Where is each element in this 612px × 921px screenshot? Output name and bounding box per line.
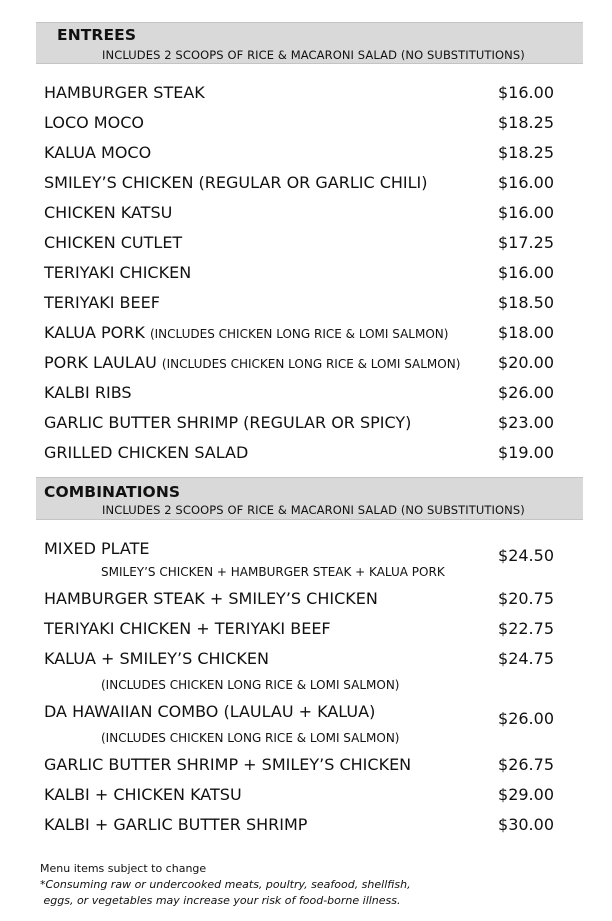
combo-row xyxy=(44,751,554,779)
item-name: TERIYAKI BEEF xyxy=(44,293,160,312)
item-name: KALBI + CHICKEN KATSU xyxy=(44,785,242,804)
item-name: KALUA MOCO xyxy=(44,143,152,162)
item-name-text: PORK LAULAU xyxy=(44,353,162,372)
entree-row xyxy=(44,439,554,467)
item-price: $20.75 xyxy=(498,589,554,608)
item-price: $26.75 xyxy=(498,755,554,774)
item-name: KALBI RIBS xyxy=(44,383,132,402)
entree-row xyxy=(44,379,554,407)
item-price: $18.25 xyxy=(498,113,554,132)
combinations-header xyxy=(36,477,583,520)
combinations-title: COMBINATIONS xyxy=(44,483,181,501)
entree-row xyxy=(44,199,554,227)
entrees-title: ENTREES xyxy=(57,26,137,44)
item-name: SMILEY’S CHICKEN (REGULAR OR GARLIC CHILI) xyxy=(44,173,428,192)
item-detail: (INCLUDES CHICKEN LONG RICE & LOMI SALMON) xyxy=(101,731,400,745)
item-name: MIXED PLATE xyxy=(44,539,150,558)
item-detail: SMILEY’S CHICKEN + HAMBURGER STEAK + KALUA PORK xyxy=(101,565,445,579)
item-price: $18.50 xyxy=(498,293,554,312)
item-price: $16.00 xyxy=(498,173,554,192)
item-price: $18.00 xyxy=(498,323,554,342)
item-name: HAMBURGER STEAK + SMILEY’S CHICKEN xyxy=(44,589,378,608)
item-price: $26.00 xyxy=(498,383,554,402)
entrees-header xyxy=(36,22,583,64)
item-price: $26.00 xyxy=(498,709,554,728)
combo-row-kalua xyxy=(44,645,554,673)
combo-row xyxy=(44,585,554,613)
entree-row xyxy=(44,79,554,107)
item-price: $19.00 xyxy=(498,443,554,462)
item-detail: (INCLUDES CHICKEN LONG RICE & LOMI SALMON) xyxy=(101,678,400,692)
combinations-subtitle: INCLUDES 2 SCOOPS OF RICE & MACARONI SALAD (NO SUBSTITUTIONS) xyxy=(102,503,525,517)
item-price: $24.50 xyxy=(498,546,554,565)
item-price: $30.00 xyxy=(498,815,554,834)
footer-warning-line-2: eggs, or vegetables may increase your risk of food-borne illness. xyxy=(40,894,401,907)
entree-row xyxy=(44,349,554,377)
item-price: $20.00 xyxy=(498,353,554,372)
item-price: $23.00 xyxy=(498,413,554,432)
item-price: $22.75 xyxy=(498,619,554,638)
item-name: TERIYAKI CHICKEN xyxy=(44,263,192,282)
item-name: TERIYAKI CHICKEN + TERIYAKI BEEF xyxy=(44,619,331,638)
item-note: (INCLUDES CHICKEN LONG RICE & LOMI SALMON) xyxy=(161,357,461,371)
item-name: GRILLED CHICKEN SALAD xyxy=(44,443,249,462)
item-price: $29.00 xyxy=(498,785,554,804)
combo-row xyxy=(44,781,554,809)
combo-row-mixed-plate xyxy=(44,535,554,563)
entree-row xyxy=(44,409,554,437)
footer-change-note: Menu items subject to change xyxy=(40,862,207,875)
entrees-subtitle: INCLUDES 2 SCOOPS OF RICE & MACARONI SALAD (NO SUBSTITUTIONS) xyxy=(102,48,525,62)
item-name: LOCO MOCO xyxy=(44,113,144,132)
item-price: $16.00 xyxy=(498,203,554,222)
entree-row xyxy=(44,259,554,287)
entree-row xyxy=(44,229,554,257)
footer-warning-line-1: *Consuming raw or undercooked meats, poultry, seafood, shellfish, xyxy=(40,878,411,891)
item-name-text: KALUA PORK xyxy=(44,323,150,342)
entree-row xyxy=(44,289,554,317)
item-name: DA HAWAIIAN COMBO (LAULAU + KALUA) xyxy=(44,702,376,721)
item-name: GARLIC BUTTER SHRIMP + SMILEY’S CHICKEN xyxy=(44,755,412,774)
item-name: CHICKEN CUTLET xyxy=(44,233,183,252)
item-note: (INCLUDES CHICKEN LONG RICE & LOMI SALMON) xyxy=(149,327,449,341)
item-name xyxy=(44,319,448,348)
item-name xyxy=(44,349,460,378)
item-name: KALUA + SMILEY’S CHICKEN xyxy=(44,649,269,668)
combo-row-hawaiian xyxy=(44,698,554,726)
item-name: GARLIC BUTTER SHRIMP (REGULAR OR SPICY) xyxy=(44,413,412,432)
combo-row xyxy=(44,811,554,839)
item-price: $16.00 xyxy=(498,83,554,102)
entree-row xyxy=(44,109,554,137)
item-name: KALBI + GARLIC BUTTER SHRIMP xyxy=(44,815,308,834)
entree-row xyxy=(44,319,554,347)
item-price: $17.25 xyxy=(498,233,554,252)
item-price: $18.25 xyxy=(498,143,554,162)
entree-row xyxy=(44,169,554,197)
entree-row xyxy=(44,139,554,167)
item-price: $24.75 xyxy=(498,649,554,668)
item-name: HAMBURGER STEAK xyxy=(44,83,205,102)
item-price: $16.00 xyxy=(498,263,554,282)
combo-row xyxy=(44,615,554,643)
item-name: CHICKEN KATSU xyxy=(44,203,173,222)
